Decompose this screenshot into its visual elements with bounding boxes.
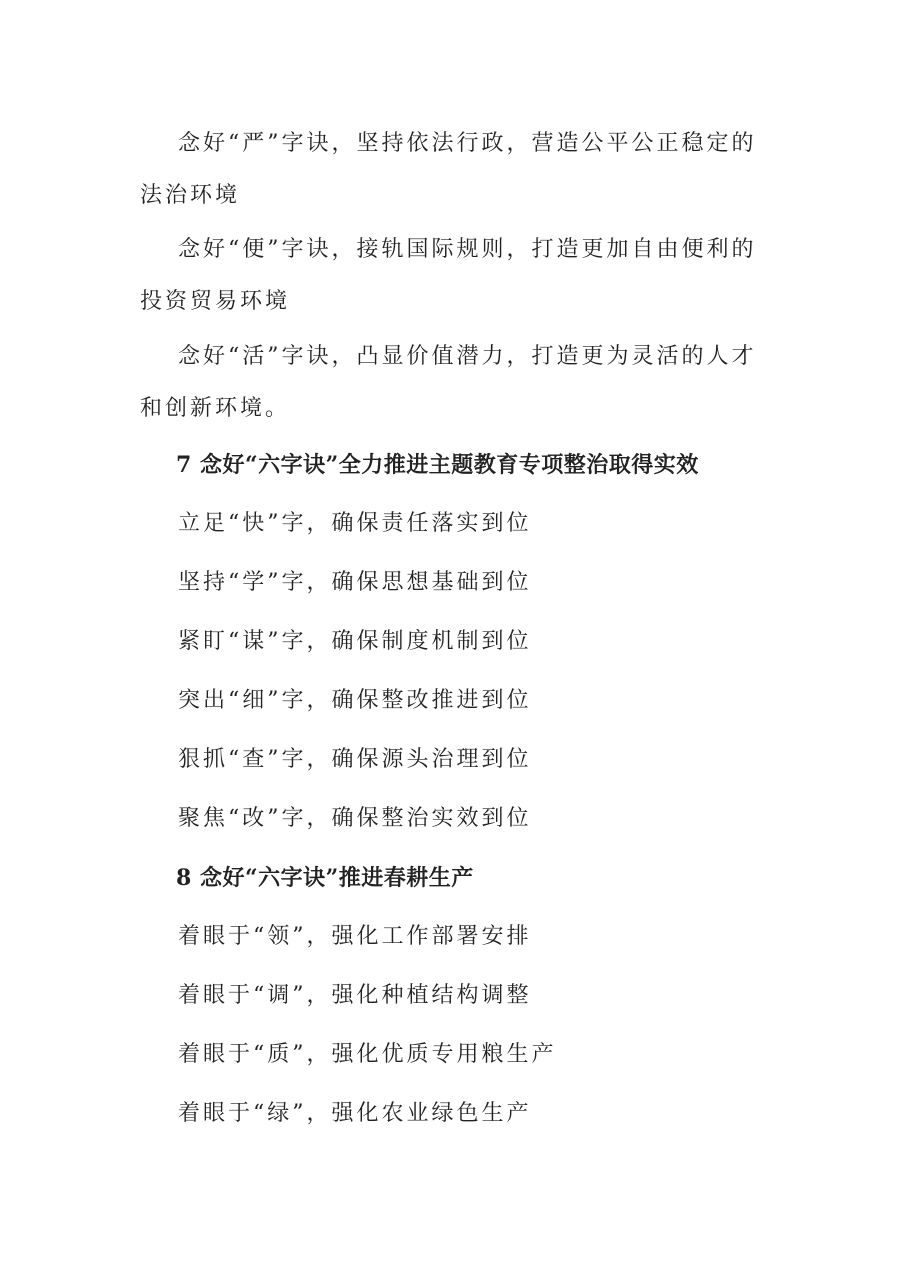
section-heading: 7 念好“六字诀”全力推进主题教育专项整治取得实效 <box>176 452 699 478</box>
paragraph-text: 念好“便”字诀，接轨国际规则，打造更加自由便利的投资贸易环境 <box>140 237 757 314</box>
list-item: 紧盯“谋”字，确保制度机制到位 <box>178 629 532 654</box>
list-item: 坚持“学”字，确保思想基础到位 <box>178 570 532 595</box>
list-item: 狠抓“查”字，确保源头治理到位 <box>178 747 532 772</box>
paragraph-text: 念好“活”字诀，凸显价值潜力，打造更为灵活的人才和创新环境。 <box>140 344 757 421</box>
paragraph <box>140 224 780 328</box>
paragraph-text: 念好“严”字诀，坚持依法行政，营造公平公正稳定的法治环境 <box>140 131 757 208</box>
list-item: 着眼于“领”，强化工作部署安排 <box>178 924 532 949</box>
section-heading: 8 念好“六字诀”推进春耕生产 <box>176 865 474 891</box>
paragraph <box>140 118 780 222</box>
list-item: 着眼于“绿”，强化农业绿色生产 <box>178 1101 532 1126</box>
list-item: 立足“快”字，确保责任落实到位 <box>178 511 532 536</box>
list-item: 着眼于“质”，强化优质专用粮生产 <box>178 1042 557 1067</box>
paragraph <box>140 331 780 435</box>
list-item: 聚焦“改”字，确保整治实效到位 <box>178 806 532 831</box>
list-item: 突出“细”字，确保整改推进到位 <box>178 688 532 713</box>
list-item: 着眼于“调”，强化种植结构调整 <box>178 983 532 1008</box>
